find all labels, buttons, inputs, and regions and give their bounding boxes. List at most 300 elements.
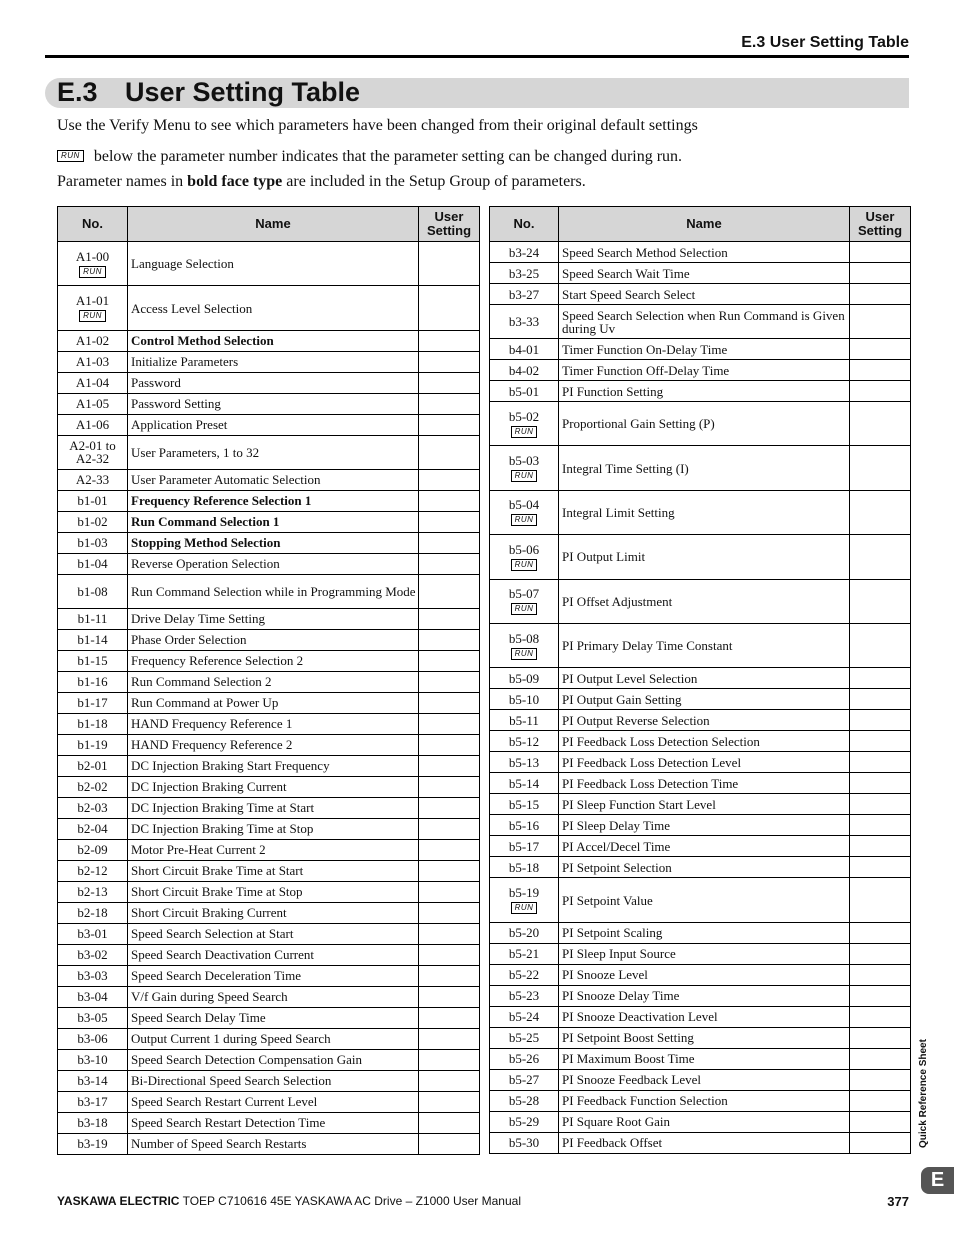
table-row bbox=[58, 1028, 480, 1049]
user-setting-cell[interactable] bbox=[419, 1091, 480, 1112]
param-name: Speed Search Method Selection bbox=[559, 242, 850, 263]
param-number: b3-01 bbox=[77, 926, 108, 942]
table-row bbox=[490, 339, 911, 360]
param-number: b4-02 bbox=[508, 362, 540, 378]
param-number: b5-12 bbox=[508, 733, 540, 749]
user-setting-cell[interactable] bbox=[850, 579, 911, 623]
table-row bbox=[58, 755, 480, 776]
param-name: PI Function Setting bbox=[559, 381, 850, 402]
param-name: Password Setting bbox=[128, 393, 419, 414]
param-number: b1-17 bbox=[77, 695, 108, 711]
user-setting-cell[interactable] bbox=[850, 1048, 911, 1069]
table-row bbox=[58, 818, 480, 839]
param-name: PI Snooze Deactivation Level bbox=[559, 1006, 850, 1027]
param-name: HAND Frequency Reference 2 bbox=[128, 734, 419, 755]
table-row bbox=[58, 511, 480, 532]
param-name: Drive Delay Time Setting bbox=[128, 608, 419, 629]
user-setting-cell[interactable] bbox=[850, 1069, 911, 1090]
param-number-cell bbox=[58, 650, 128, 671]
param-number: b3-05 bbox=[77, 1010, 108, 1026]
footer-doc: TOEP C710616 45E YASKAWA AC Drive – Z1000 User Manual bbox=[179, 1194, 521, 1208]
user-setting-cell[interactable] bbox=[419, 629, 480, 650]
user-setting-cell[interactable] bbox=[419, 776, 480, 797]
param-number: b1-15 bbox=[77, 653, 108, 669]
user-setting-cell[interactable] bbox=[419, 671, 480, 692]
user-setting-cell[interactable] bbox=[419, 1070, 480, 1091]
param-name: Timer Function On-Delay Time bbox=[559, 339, 850, 360]
user-setting-cell[interactable] bbox=[850, 535, 911, 579]
table-row bbox=[58, 692, 480, 713]
table-row bbox=[490, 922, 911, 943]
table-row bbox=[58, 242, 480, 286]
param-number-cell bbox=[58, 965, 128, 986]
param-number-cell bbox=[490, 710, 559, 731]
table-row bbox=[490, 878, 911, 922]
col-header-no: No. bbox=[58, 207, 128, 242]
param-number: b5-06 bbox=[508, 541, 540, 557]
param-number: b1-03 bbox=[77, 535, 108, 551]
user-setting-cell[interactable] bbox=[850, 623, 911, 667]
param-number-cell bbox=[490, 1027, 559, 1048]
user-setting-cell[interactable] bbox=[850, 402, 911, 446]
param-number: b5-02 bbox=[508, 408, 540, 424]
param-number-cell bbox=[58, 986, 128, 1007]
user-setting-cell[interactable] bbox=[850, 305, 911, 339]
param-number: b3-10 bbox=[77, 1052, 108, 1068]
param-number-cell bbox=[490, 836, 559, 857]
table-row bbox=[490, 964, 911, 985]
table-row bbox=[58, 839, 480, 860]
table-row bbox=[58, 797, 480, 818]
param-number: b3-03 bbox=[77, 968, 108, 984]
user-setting-cell[interactable] bbox=[419, 511, 480, 532]
col-header-name: Name bbox=[559, 207, 850, 242]
table-row bbox=[58, 351, 480, 372]
param-name: Initialize Parameters bbox=[128, 351, 419, 372]
user-setting-cell[interactable] bbox=[419, 372, 480, 393]
user-setting-cell[interactable] bbox=[419, 986, 480, 1007]
table-row bbox=[490, 1090, 911, 1111]
section-header: E.3 User Setting Table bbox=[741, 34, 909, 51]
user-setting-cell[interactable] bbox=[419, 923, 480, 944]
user-setting-cell[interactable] bbox=[419, 414, 480, 435]
param-name: PI Setpoint Selection bbox=[559, 857, 850, 878]
param-number-cell bbox=[58, 1112, 128, 1133]
param-number: b5-10 bbox=[508, 691, 540, 707]
side-label: Quick Reference Sheet bbox=[918, 1039, 929, 1148]
param-name: PI Feedback Offset bbox=[559, 1132, 850, 1153]
param-number-cell bbox=[58, 923, 128, 944]
user-setting-cell[interactable] bbox=[850, 710, 911, 731]
param-name: Speed Search Delay Time bbox=[128, 1007, 419, 1028]
table-row bbox=[58, 1070, 480, 1091]
param-name: Speed Search Selection when Run Command is Given during Uv bbox=[559, 305, 850, 339]
param-number: b5-19 bbox=[508, 885, 540, 901]
param-name: Frequency Reference Selection 2 bbox=[128, 650, 419, 671]
param-name: Speed Search Restart Current Level bbox=[128, 1091, 419, 1112]
param-number-cell bbox=[490, 1069, 559, 1090]
user-setting-cell[interactable] bbox=[419, 351, 480, 372]
param-name: Reverse Operation Selection bbox=[128, 553, 419, 574]
table-row bbox=[490, 794, 911, 815]
param-name: Password bbox=[128, 372, 419, 393]
param-number-cell bbox=[58, 713, 128, 734]
param-number: b2-12 bbox=[77, 863, 108, 879]
intro-line-3-pre: Parameter names in bbox=[57, 173, 188, 190]
col-header-no: No. bbox=[490, 207, 559, 242]
user-setting-cell[interactable] bbox=[850, 668, 911, 689]
table-row bbox=[58, 944, 480, 965]
user-setting-cell[interactable] bbox=[850, 490, 911, 534]
param-number: b5-07 bbox=[508, 586, 540, 602]
param-name: Application Preset bbox=[128, 414, 419, 435]
user-setting-cell[interactable] bbox=[419, 393, 480, 414]
param-number: b5-08 bbox=[508, 630, 540, 646]
table-row bbox=[58, 532, 480, 553]
user-setting-cell[interactable] bbox=[419, 797, 480, 818]
user-setting-cell[interactable] bbox=[850, 339, 911, 360]
user-setting-cell[interactable] bbox=[850, 857, 911, 878]
param-number-cell bbox=[490, 773, 559, 794]
param-number-cell bbox=[58, 553, 128, 574]
run-badge: RUN bbox=[511, 902, 538, 914]
table-row bbox=[490, 263, 911, 284]
user-setting-cell[interactable] bbox=[419, 1112, 480, 1133]
param-name: User Parameter Automatic Selection bbox=[128, 469, 419, 490]
param-number-cell bbox=[58, 435, 128, 469]
user-setting-cell[interactable] bbox=[419, 755, 480, 776]
intro-line-2-text: below the parameter number indicates that the parameter setting can be changed during run. bbox=[93, 148, 683, 165]
param-number: b5-01 bbox=[508, 383, 540, 399]
user-setting-cell[interactable] bbox=[850, 1111, 911, 1132]
param-name: Speed Search Detection Compensation Gain bbox=[128, 1049, 419, 1070]
param-number: A1-04 bbox=[75, 375, 110, 391]
param-number-cell bbox=[58, 372, 128, 393]
run-badge: RUN bbox=[511, 514, 538, 526]
param-number-cell bbox=[58, 692, 128, 713]
param-name: PI Sleep Input Source bbox=[559, 943, 850, 964]
user-setting-cell[interactable] bbox=[419, 1049, 480, 1070]
param-number-cell bbox=[58, 1070, 128, 1091]
param-name: Control Method Selection bbox=[128, 330, 419, 351]
param-name: Speed Search Deactivation Current bbox=[128, 944, 419, 965]
table-row bbox=[490, 773, 911, 794]
param-number: b5-20 bbox=[508, 925, 540, 941]
table-row bbox=[58, 734, 480, 755]
param-number-cell bbox=[490, 731, 559, 752]
param-number-cell bbox=[490, 360, 559, 381]
user-setting-cell[interactable] bbox=[850, 922, 911, 943]
table-row bbox=[490, 402, 911, 446]
param-number-cell bbox=[58, 776, 128, 797]
table-row bbox=[490, 731, 911, 752]
table-row bbox=[490, 490, 911, 534]
table-row bbox=[490, 836, 911, 857]
param-name: PI Feedback Loss Detection Time bbox=[559, 773, 850, 794]
table-row bbox=[58, 393, 480, 414]
param-number-cell bbox=[58, 755, 128, 776]
table-row bbox=[58, 286, 480, 330]
param-number: b3-25 bbox=[508, 265, 540, 281]
table-row bbox=[490, 1027, 911, 1048]
param-number-cell bbox=[490, 284, 559, 305]
param-name: Bi-Directional Speed Search Selection bbox=[128, 1070, 419, 1091]
table-row bbox=[58, 776, 480, 797]
user-setting-cell[interactable] bbox=[850, 773, 911, 794]
table-row bbox=[490, 579, 911, 623]
table-row bbox=[490, 242, 911, 263]
table-row bbox=[58, 1112, 480, 1133]
user-setting-cell[interactable] bbox=[419, 574, 480, 608]
param-name: Start Speed Search Select bbox=[559, 284, 850, 305]
param-name: Short Circuit Brake Time at Stop bbox=[128, 881, 419, 902]
param-name: Access Level Selection bbox=[128, 286, 419, 330]
param-number-cell bbox=[490, 490, 559, 534]
param-number: b1-19 bbox=[77, 737, 108, 753]
run-badge: RUN bbox=[57, 150, 84, 162]
user-setting-cell[interactable] bbox=[850, 836, 911, 857]
param-number-cell bbox=[490, 815, 559, 836]
user-setting-cell[interactable] bbox=[419, 286, 480, 330]
user-setting-cell[interactable] bbox=[419, 902, 480, 923]
param-name: PI Primary Delay Time Constant bbox=[559, 623, 850, 667]
table-row bbox=[490, 857, 911, 878]
user-setting-cell[interactable] bbox=[850, 360, 911, 381]
user-setting-cell[interactable] bbox=[850, 878, 911, 922]
param-number: b5-11 bbox=[509, 712, 539, 728]
user-setting-cell[interactable] bbox=[850, 752, 911, 773]
user-setting-cell[interactable] bbox=[419, 608, 480, 629]
param-number: b5-28 bbox=[508, 1093, 540, 1109]
param-number-cell bbox=[490, 579, 559, 623]
param-name: PI Output Limit bbox=[559, 535, 850, 579]
param-name: Speed Search Wait Time bbox=[559, 263, 850, 284]
param-number-cell bbox=[58, 242, 128, 286]
user-setting-cell[interactable] bbox=[850, 242, 911, 263]
table-header-row bbox=[58, 207, 480, 242]
param-number-cell bbox=[58, 330, 128, 351]
param-number-cell bbox=[490, 339, 559, 360]
param-name: Run Command Selection 2 bbox=[128, 671, 419, 692]
intro-line-2 bbox=[57, 148, 682, 166]
param-number-cell bbox=[58, 608, 128, 629]
intro-line-3-bold: bold face type bbox=[187, 173, 283, 190]
param-number: b5-24 bbox=[508, 1009, 540, 1025]
param-name: Speed Search Restart Detection Time bbox=[128, 1112, 419, 1133]
param-name: PI Sleep Delay Time bbox=[559, 815, 850, 836]
user-setting-cell[interactable] bbox=[419, 242, 480, 286]
table-row bbox=[490, 284, 911, 305]
user-setting-cell[interactable] bbox=[419, 944, 480, 965]
user-setting-cell[interactable] bbox=[850, 985, 911, 1006]
param-number-cell bbox=[490, 535, 559, 579]
param-name: PI Output Reverse Selection bbox=[559, 710, 850, 731]
param-number-cell bbox=[58, 860, 128, 881]
param-number-cell bbox=[58, 351, 128, 372]
user-setting-cell[interactable] bbox=[419, 469, 480, 490]
param-name: Language Selection bbox=[128, 242, 419, 286]
param-name: PI Square Root Gain bbox=[559, 1111, 850, 1132]
param-number: A1-05 bbox=[75, 396, 110, 412]
user-setting-cell[interactable] bbox=[419, 818, 480, 839]
param-number-cell bbox=[58, 881, 128, 902]
param-number: b5-03 bbox=[508, 453, 540, 469]
param-number: b5-22 bbox=[508, 967, 540, 983]
param-name: Stopping Method Selection bbox=[128, 532, 419, 553]
param-number: b1-02 bbox=[77, 514, 108, 530]
param-number-cell bbox=[58, 818, 128, 839]
user-setting-cell[interactable] bbox=[850, 263, 911, 284]
user-setting-cell[interactable] bbox=[419, 650, 480, 671]
user-setting-cell[interactable] bbox=[419, 881, 480, 902]
param-number: A1-03 bbox=[75, 354, 110, 370]
param-number-cell bbox=[490, 1090, 559, 1111]
param-number: b5-21 bbox=[508, 946, 540, 962]
param-name: PI Feedback Loss Detection Selection bbox=[559, 731, 850, 752]
table-row bbox=[490, 668, 911, 689]
table-row bbox=[490, 689, 911, 710]
col-header-name: Name bbox=[128, 207, 419, 242]
param-number: A2-01 to A2-32 bbox=[69, 438, 116, 467]
param-number-cell bbox=[58, 902, 128, 923]
user-setting-cell[interactable] bbox=[850, 1090, 911, 1111]
param-name: PI Setpoint Value bbox=[559, 878, 850, 922]
user-setting-cell[interactable] bbox=[419, 553, 480, 574]
user-setting-cell[interactable] bbox=[850, 1006, 911, 1027]
param-name: PI Sleep Function Start Level bbox=[559, 794, 850, 815]
param-number-cell bbox=[58, 797, 128, 818]
table-header-row bbox=[490, 207, 911, 242]
param-number-cell bbox=[58, 734, 128, 755]
intro-line-3-post: are included in the Setup Group of parameters. bbox=[282, 173, 586, 190]
user-setting-cell[interactable] bbox=[850, 689, 911, 710]
param-number: A1-00 bbox=[75, 248, 110, 264]
user-setting-cell[interactable] bbox=[419, 1133, 480, 1154]
table-row bbox=[58, 608, 480, 629]
param-number: b5-30 bbox=[508, 1135, 540, 1151]
user-setting-cell[interactable] bbox=[419, 1028, 480, 1049]
param-number: b2-04 bbox=[77, 821, 108, 837]
user-setting-cell[interactable] bbox=[850, 731, 911, 752]
user-setting-cell[interactable] bbox=[419, 860, 480, 881]
user-setting-cell[interactable] bbox=[850, 943, 911, 964]
table-row bbox=[490, 535, 911, 579]
param-number-cell bbox=[490, 752, 559, 773]
user-setting-cell[interactable] bbox=[850, 815, 911, 836]
param-number-cell bbox=[58, 1028, 128, 1049]
table-row bbox=[58, 490, 480, 511]
page-number: 377 bbox=[887, 1194, 909, 1209]
user-setting-cell[interactable] bbox=[850, 446, 911, 490]
user-setting-cell[interactable] bbox=[419, 734, 480, 755]
user-setting-cell[interactable] bbox=[850, 794, 911, 815]
footer-brand: YASKAWA ELECTRIC bbox=[57, 1194, 180, 1208]
param-name: PI Setpoint Boost Setting bbox=[559, 1027, 850, 1048]
table-row bbox=[58, 986, 480, 1007]
parameter-table-left bbox=[57, 206, 480, 1155]
param-number: b2-09 bbox=[77, 842, 108, 858]
param-name: HAND Frequency Reference 1 bbox=[128, 713, 419, 734]
user-setting-cell[interactable] bbox=[850, 284, 911, 305]
user-setting-cell[interactable] bbox=[419, 713, 480, 734]
param-number-cell bbox=[490, 689, 559, 710]
footer-text bbox=[57, 1194, 521, 1208]
param-number-cell bbox=[58, 511, 128, 532]
user-setting-cell[interactable] bbox=[419, 1007, 480, 1028]
param-number: b2-18 bbox=[77, 905, 108, 921]
table-row bbox=[490, 1006, 911, 1027]
param-name: Run Command at Power Up bbox=[128, 692, 419, 713]
param-name: DC Injection Braking Time at Start bbox=[128, 797, 419, 818]
table-row bbox=[58, 965, 480, 986]
param-name: Timer Function Off-Delay Time bbox=[559, 360, 850, 381]
param-number-cell bbox=[490, 922, 559, 943]
table-row bbox=[490, 360, 911, 381]
param-number-cell bbox=[58, 944, 128, 965]
table-row bbox=[58, 330, 480, 351]
param-number-cell bbox=[58, 286, 128, 330]
param-number: b1-16 bbox=[77, 674, 108, 690]
param-name: Integral Time Setting (I) bbox=[559, 446, 850, 490]
table-row bbox=[490, 710, 911, 731]
param-number: b3-14 bbox=[77, 1073, 108, 1089]
param-number: b3-27 bbox=[508, 286, 540, 302]
param-number: b3-24 bbox=[508, 244, 540, 260]
param-number-cell bbox=[490, 1111, 559, 1132]
param-number: b1-14 bbox=[77, 632, 108, 648]
user-setting-cell[interactable] bbox=[850, 964, 911, 985]
param-number: b5-27 bbox=[508, 1072, 540, 1088]
user-setting-cell[interactable] bbox=[419, 692, 480, 713]
user-setting-cell[interactable] bbox=[850, 1027, 911, 1048]
user-setting-cell[interactable] bbox=[419, 330, 480, 351]
user-setting-cell[interactable] bbox=[419, 532, 480, 553]
param-number-cell bbox=[58, 574, 128, 608]
param-name: PI Offset Adjustment bbox=[559, 579, 850, 623]
param-number: b3-04 bbox=[77, 989, 108, 1005]
param-name: PI Feedback Function Selection bbox=[559, 1090, 850, 1111]
chapter-tab[interactable]: E bbox=[921, 1167, 954, 1194]
table-row bbox=[490, 1069, 911, 1090]
param-number: b1-04 bbox=[77, 556, 108, 572]
table-row bbox=[58, 574, 480, 608]
table-row bbox=[490, 815, 911, 836]
table-row bbox=[490, 1132, 911, 1153]
param-number-cell bbox=[490, 1132, 559, 1153]
param-number-cell bbox=[490, 242, 559, 263]
param-number-cell bbox=[490, 794, 559, 815]
run-badge: RUN bbox=[79, 310, 106, 322]
user-setting-cell[interactable] bbox=[850, 381, 911, 402]
table-row bbox=[58, 629, 480, 650]
table-row bbox=[490, 446, 911, 490]
param-number: b5-23 bbox=[508, 988, 540, 1004]
user-setting-cell[interactable] bbox=[419, 839, 480, 860]
run-badge: RUN bbox=[511, 603, 538, 615]
param-number: b2-02 bbox=[77, 779, 108, 795]
user-setting-cell[interactable] bbox=[850, 1132, 911, 1153]
table-row bbox=[490, 381, 911, 402]
intro-line-3 bbox=[57, 173, 586, 191]
table-row bbox=[58, 713, 480, 734]
user-setting-cell[interactable] bbox=[419, 490, 480, 511]
param-number: b3-18 bbox=[77, 1115, 108, 1131]
param-number: b5-09 bbox=[508, 670, 540, 686]
param-name: DC Injection Braking Current bbox=[128, 776, 419, 797]
col-header-user: User bbox=[434, 209, 464, 224]
user-setting-cell[interactable] bbox=[419, 435, 480, 469]
user-setting-cell[interactable] bbox=[419, 965, 480, 986]
